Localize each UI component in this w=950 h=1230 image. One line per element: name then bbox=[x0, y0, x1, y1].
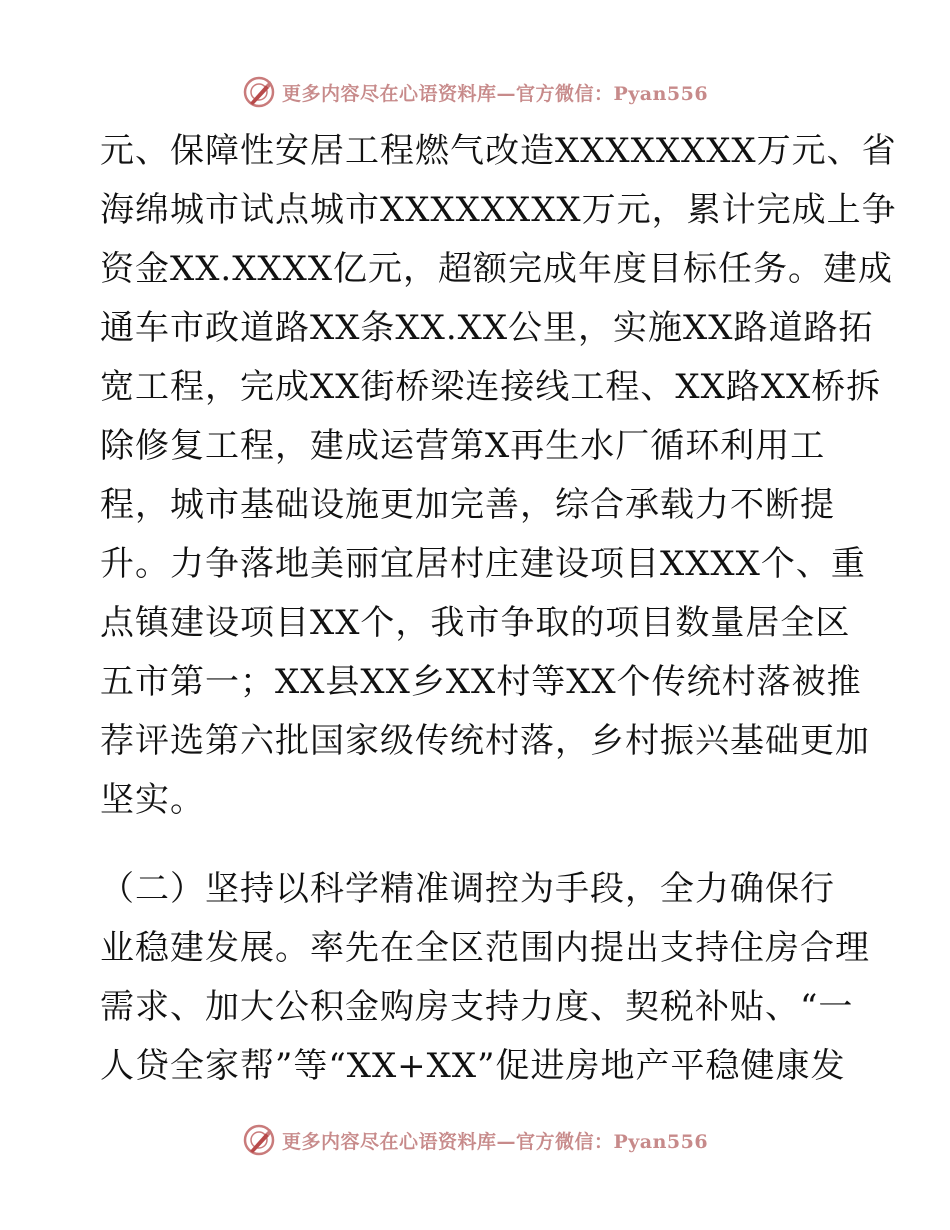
text-line: 升。力争落地美丽宜居村庄建设项目XXXX个、重 bbox=[100, 544, 866, 584]
text-line: 宽工程，完成XX街桥梁连接线工程、XX路XX桥拆 bbox=[100, 367, 882, 407]
pen-logo-icon bbox=[242, 75, 276, 109]
text-line: 点镇建设项目XX个，我市争取的项目数量居全区 bbox=[100, 603, 851, 643]
pen-logo-icon bbox=[242, 1123, 276, 1157]
text-line: 荐评选第六批国家级传统村落，乡村振兴基础更加 bbox=[100, 721, 870, 761]
watermark-text: 更多内容尽在心语资料库—官方微信：Pyan556 bbox=[281, 1130, 709, 1153]
document-body bbox=[100, 122, 897, 1096]
text-line: 五市第一；XX县XX乡XX村等XX个传统村落被推 bbox=[100, 662, 862, 702]
text-line: 资金XX.XXXX亿元，超额完成年度目标任务。建成 bbox=[100, 249, 894, 289]
section-heading-line: （二）坚持以科学精准调控为手段，全力确保行 bbox=[100, 869, 835, 909]
watermark-text: 更多内容尽在心语资料库—官方微信：Pyan556 bbox=[281, 82, 709, 105]
header-watermark bbox=[0, 72, 950, 112]
paragraph-spacer bbox=[100, 830, 852, 860]
text-line: 需求、加大公积金购房支持力度、契税补贴、“一 bbox=[100, 987, 854, 1027]
text-line: 程，城市基础设施更加完善，综合承载力不断提 bbox=[100, 485, 835, 525]
text-line: 元、保障性安居工程燃气改造XXXXXXXX万元、省 bbox=[100, 131, 897, 171]
text-line: 坚实。 bbox=[100, 780, 205, 820]
footer-watermark bbox=[0, 1120, 950, 1160]
paragraph-infrastructure bbox=[100, 122, 897, 830]
text-line: 业稳建发展。率先在全区范围内提出支持住房合理 bbox=[100, 928, 870, 968]
text-line: 通车市政道路XX条XX.XX公里，实施XX路道路拓 bbox=[100, 308, 874, 348]
text-line: 海绵城市试点城市XXXXXXXX万元，累计完成上争 bbox=[100, 190, 897, 230]
paragraph-housing-regulation bbox=[100, 860, 870, 1096]
text-line: 除修复工程，建成运营第X再生水厂循环利用工 bbox=[100, 426, 826, 466]
text-line: 人贷全家帮”等“XX+XX”促进房地产平稳健康发 bbox=[100, 1046, 846, 1086]
